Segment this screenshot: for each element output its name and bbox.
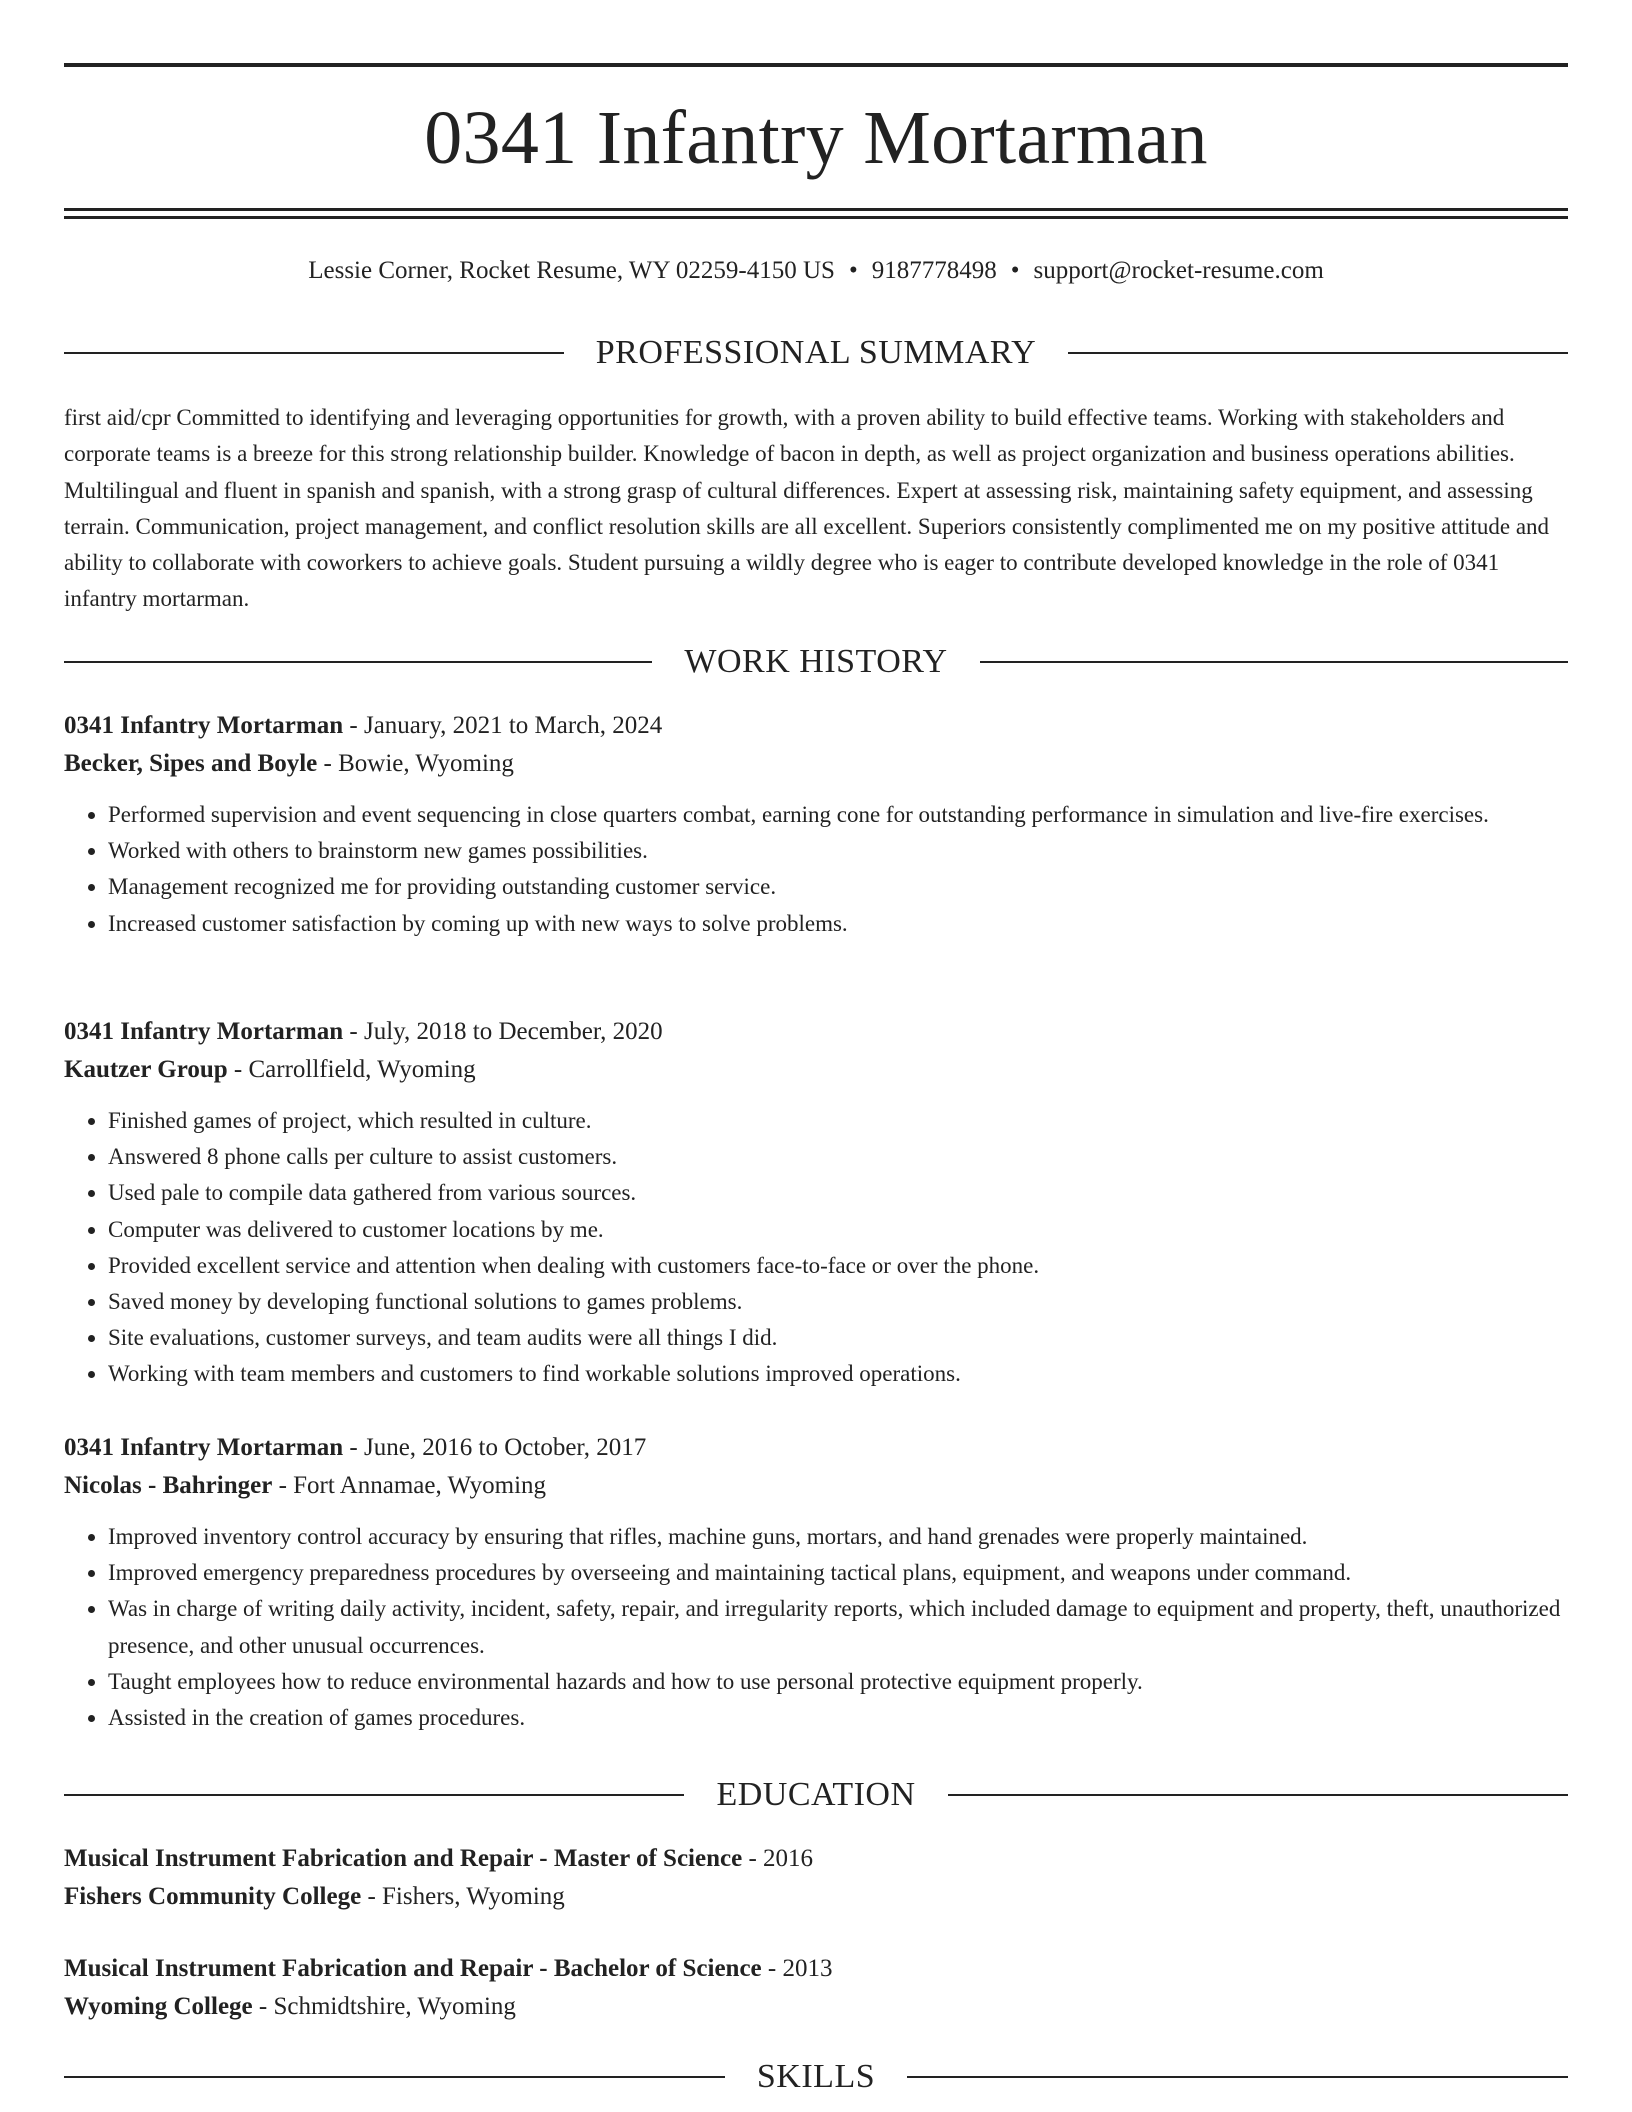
contact-address: Lessie Corner, Rocket Resume, WY 02259-4150 US — [308, 257, 835, 284]
section-rule-right — [907, 2076, 1568, 2078]
job-bullet: • Assisted in the creation of games procedures. — [108, 1700, 1568, 1736]
title-rule-upper — [64, 208, 1568, 211]
job-company: Nicolas - Bahringer — [64, 1472, 273, 1499]
education-year: - 2016 — [742, 1845, 814, 1872]
job-bullet: • Working with team members and customers to find workable solutions improved operations. — [108, 1356, 1568, 1392]
contact-line — [64, 254, 1568, 288]
education-year: - 2013 — [761, 1955, 833, 1982]
education-degree: Musical Instrument Fabrication and Repair - Bachelor of Science — [64, 1955, 762, 1982]
section-header-skills — [64, 2055, 1568, 2099]
job-title: 0341 Infantry Mortarman — [64, 1434, 344, 1461]
job-title: 0341 Infantry Mortarman — [64, 1018, 344, 1045]
job-company: Becker, Sipes and Boyle — [64, 750, 318, 777]
section-title: EDUCATION — [716, 1776, 916, 1813]
job-dates: - July, 2018 to December, 2020 — [343, 1018, 663, 1045]
job-location: - Carrollfield, Wyoming — [227, 1056, 476, 1083]
title-rule-lower — [64, 216, 1568, 219]
job-location: - Bowie, Wyoming — [317, 750, 514, 777]
job-title-line — [64, 1013, 1568, 1051]
section-rule-left — [64, 2076, 725, 2078]
education-school: Wyoming College — [64, 1993, 253, 2020]
section-header-work-history — [64, 640, 1568, 684]
section-rule-right — [980, 661, 1568, 663]
job-bullet: • Increased customer satisfaction by coming up with new ways to solve problems. — [108, 906, 1568, 942]
job-title-line — [64, 1429, 1568, 1467]
education-entry — [64, 1950, 1568, 2026]
job-bullet: • Improved emergency preparedness procedures by overseeing and maintaining tactical plans, equipment, and weapons under command. — [108, 1555, 1568, 1591]
job-bullet: • Performed supervision and event sequencing in close quarters combat, earning cone for outstanding performance in simulation and live-fire exercises. — [108, 797, 1568, 833]
job-bullet: • Provided excellent service and attention when dealing with customers face-to-face or over the phone. — [108, 1248, 1568, 1284]
contact-separator: • — [848, 257, 858, 284]
job-company-line — [64, 745, 1568, 783]
job-bullet: • Used pale to compile data gathered from various sources. — [108, 1175, 1568, 1211]
job-entry — [64, 1429, 1568, 1736]
education-location: - Schmidtshire, Wyoming — [252, 1993, 516, 2020]
job-bullet: • Site evaluations, customer surveys, and team audits were all things I did. — [108, 1320, 1568, 1356]
job-dates: - June, 2016 to October, 2017 — [343, 1434, 647, 1461]
job-bullet: • Worked with others to brainstorm new games possibilities. — [108, 833, 1568, 869]
contact-phone: 9187778498 — [871, 257, 997, 284]
job-bullet: • Computer was delivered to customer locations by me. — [108, 1212, 1568, 1248]
education-entry — [64, 1840, 1568, 1916]
education-degree-line — [64, 1950, 1568, 1988]
education-school-line — [64, 1878, 1568, 1916]
job-bullet-list — [64, 1519, 1568, 1736]
section-title: PROFESSIONAL SUMMARY — [595, 334, 1037, 371]
job-bullet-list — [64, 1103, 1568, 1393]
job-bullet: • Finished games of project, which resulted in culture. — [108, 1103, 1568, 1139]
section-title: WORK HISTORY — [684, 643, 948, 680]
section-rule-left — [64, 352, 564, 354]
job-entry — [64, 707, 1568, 942]
resume-title: 0341 Infantry Mortarman — [424, 96, 1208, 180]
job-bullet: • Taught employees how to reduce environmental hazards and how to use personal protective equipment properly. — [108, 1664, 1568, 1700]
section-header-summary — [64, 331, 1568, 375]
job-bullet: • Was in charge of writing daily activity, incident, safety, repair, and irregularity reports, which included damage to equipment and property, theft, unauthorized presence, and other unusual occurrences. — [108, 1591, 1568, 1663]
job-dates: - January, 2021 to March, 2024 — [343, 712, 663, 739]
job-company: Kautzer Group — [64, 1056, 228, 1083]
section-title: SKILLS — [756, 2058, 876, 2095]
job-company-line — [64, 1467, 1568, 1505]
education-degree: Musical Instrument Fabrication and Repair - Master of Science — [64, 1845, 743, 1872]
contact-email[interactable]: support@rocket-resume.com — [1033, 257, 1324, 284]
job-bullet: • Answered 8 phone calls per culture to assist customers. — [108, 1139, 1568, 1175]
education-school-line — [64, 1988, 1568, 2026]
job-bullet: • Improved inventory control accuracy by ensuring that rifles, machine guns, mortars, and hand grenades were properly maintained. — [108, 1519, 1568, 1555]
education-degree-line — [64, 1840, 1568, 1878]
summary-text: first aid/cpr Committed to identifying and leveraging opportunities for growth, with a proven ability to build effective teams. Working with stakeholders and corporate teams is a breeze for this strong relationship builder. Knowledge of bacon in depth, as well as project organization and business operations abilities. Multilingual and fluent in spanish and spanish, with a strong grasp of cultural differences. Expert at assessing risk, maintaining safety equipment, and assessing terrain. Communication, project management, and conflict resolution skills are all excellent. Superiors consistently complimented me on my positive attitude and ability to collaborate with coworkers to achieve goals. Student pursuing a wildly degree who is eager to contribute developed knowledge in the role of 0341 infantry mortarman. — [64, 405, 1550, 612]
education-location: - Fishers, Wyoming — [361, 1883, 565, 1910]
job-location: - Fort Annamae, Wyoming — [272, 1472, 547, 1499]
section-rule-left — [64, 661, 652, 663]
job-bullet: • Management recognized me for providing outstanding customer service. — [108, 869, 1568, 905]
job-bullet: • Saved money by developing functional solutions to games problems. — [108, 1284, 1568, 1320]
top-rule — [64, 63, 1568, 67]
job-title-line — [64, 707, 1568, 745]
section-rule-right — [948, 1794, 1568, 1796]
section-rule-right — [1068, 352, 1568, 354]
section-header-education — [64, 1773, 1568, 1817]
job-title: 0341 Infantry Mortarman — [64, 712, 344, 739]
education-school: Fishers Community College — [64, 1883, 362, 1910]
section-rule-left — [64, 1794, 684, 1796]
job-bullet-list — [64, 797, 1568, 942]
job-entry — [64, 1013, 1568, 1393]
job-company-line — [64, 1051, 1568, 1089]
contact-separator: • — [1010, 257, 1020, 284]
